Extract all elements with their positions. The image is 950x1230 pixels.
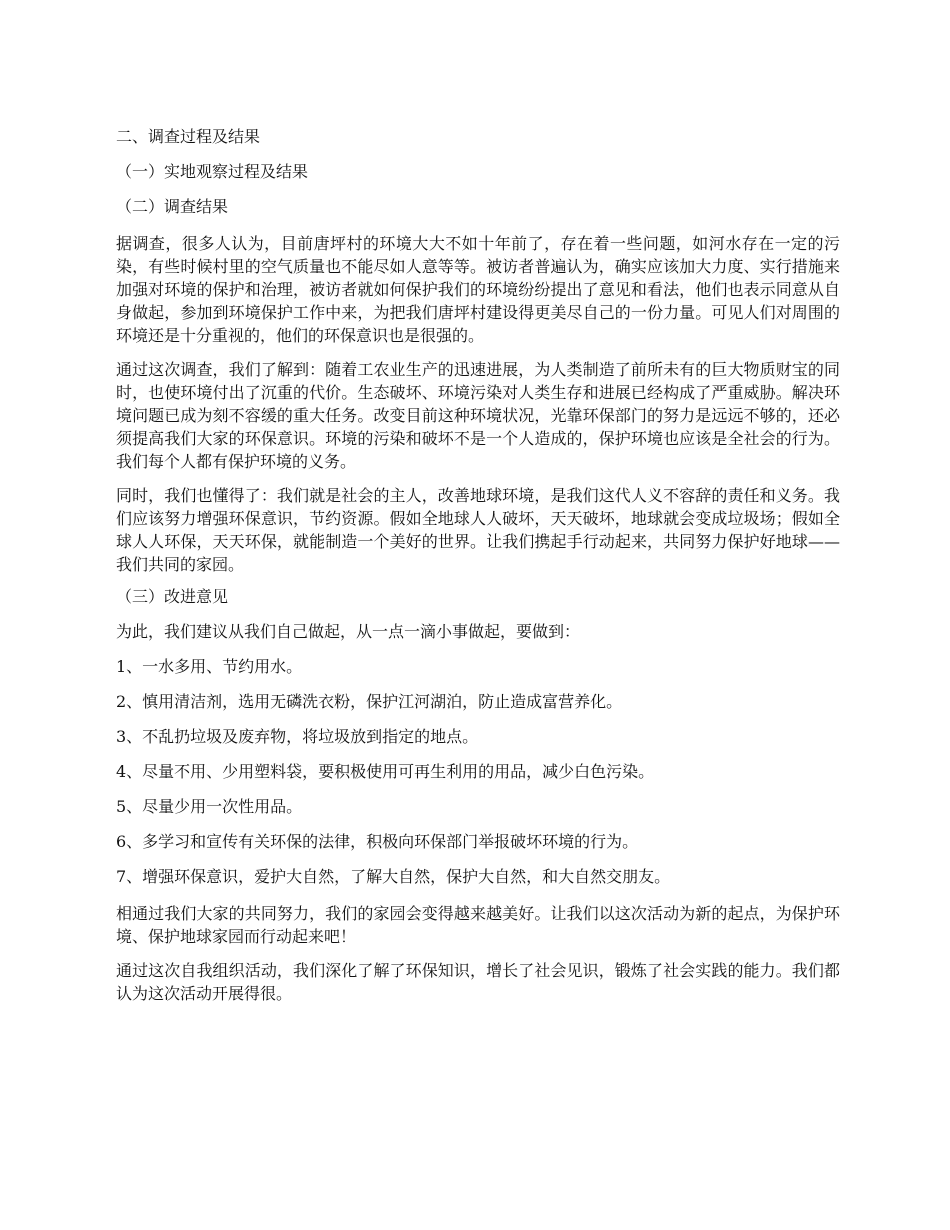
paragraph-reflection: 通过这次自我组织活动，我们深化了解了环保知识，增长了社会见识，锻炼了社会实践的能力。我们都认为这次活动开展得很。 (116, 961, 840, 1003)
subsection-heading-suggestions: （三）改进意见 (116, 587, 229, 606)
list-item: 1、一水多用、节约用水。 (116, 657, 303, 676)
list-item: 2、慎用清洁剂，选用无磷洗衣粉，保护江河湖泊，防止造成富营养化。 (116, 692, 623, 711)
list-item: 6、多学习和宣传有关环保的法律，积极向环保部门举报破坏环境的行为。 (116, 832, 639, 851)
list-item: 5、尽量少用一次性用品。 (116, 797, 303, 816)
subsection-heading-observation: （一）实地观察过程及结果 (116, 162, 309, 181)
section-heading: 二、调查过程及结果 (116, 127, 261, 146)
list-item: 4、尽量不用、少用塑料袋，要积极使用可再生利用的用品，减少白色污染。 (116, 762, 655, 781)
list-item: 3、不乱扔垃圾及废弃物，将垃圾放到指定的地点。 (116, 727, 479, 746)
document-page (116, 122, 840, 1016)
paragraph-understanding: 同时，我们也懂得了：我们就是社会的主人，改善地球环境，是我们这代人义不容辞的责任和义务。我们应该努力增强环保意识，节约资源。假如全地球人人破坏，天天破坏，地球就会变成垃圾场；假如全球人人环保，天天环保，就能制造一个美好的世界。让我们携起手行动起来，共同努力保护好地球——我们共同的家园。 (116, 486, 840, 574)
paragraph-findings: 通过这次调查，我们了解到：随着工农业生产的迅速进展，为人类制造了前所未有的巨大物质财宝的同时，也使环境付出了沉重的代价。生态破坏、环境污染对人类生存和进展已经构成了严重威胁。解决环境问题已成为刻不容缓的重大任务。改变目前这种环境状况，光靠环保部门的努力是远远不够的，还必须提高我们大家的环保意识。环境的污染和破坏不是一个人造成的，保护环境也应该是全社会的行为。我们每个人都有保护环境的义务。 (116, 360, 840, 471)
paragraph-conclusion: 相通过我们大家的共同努力，我们的家园会变得越来越美好。让我们以这次活动为新的起点，为保护环境、保护地球家园而行动起来吧！ (116, 904, 840, 946)
subsection-heading-results: （二）调查结果 (116, 197, 229, 216)
suggestions-intro: 为此，我们建议从我们自己做起，从一点一滴小事做起，要做到： (116, 622, 581, 641)
paragraph-survey-results: 据调查，很多人认为，目前唐坪村的环境大大不如十年前了，存在着一些问题，如河水存在一定的污染，有些时候村里的空气质量也不能尽如人意等等。被访者普遍认为，确实应该加大力度、实行措施来加强对环境的保护和治理，被访者就如何保护我们的环境纷纷提出了意见和看法，他们也表示同意从自身做起，参加到环境保护工作中来，为把我们唐坪村建设得更美尽自己的一份力量。可见人们对周围的环境还是十分重视的，他们的环保意识也是很强的。 (116, 234, 840, 345)
list-item: 7、增强环保意识，爱护大自然，了解大自然，保护大自然，和大自然交朋友。 (116, 867, 671, 886)
